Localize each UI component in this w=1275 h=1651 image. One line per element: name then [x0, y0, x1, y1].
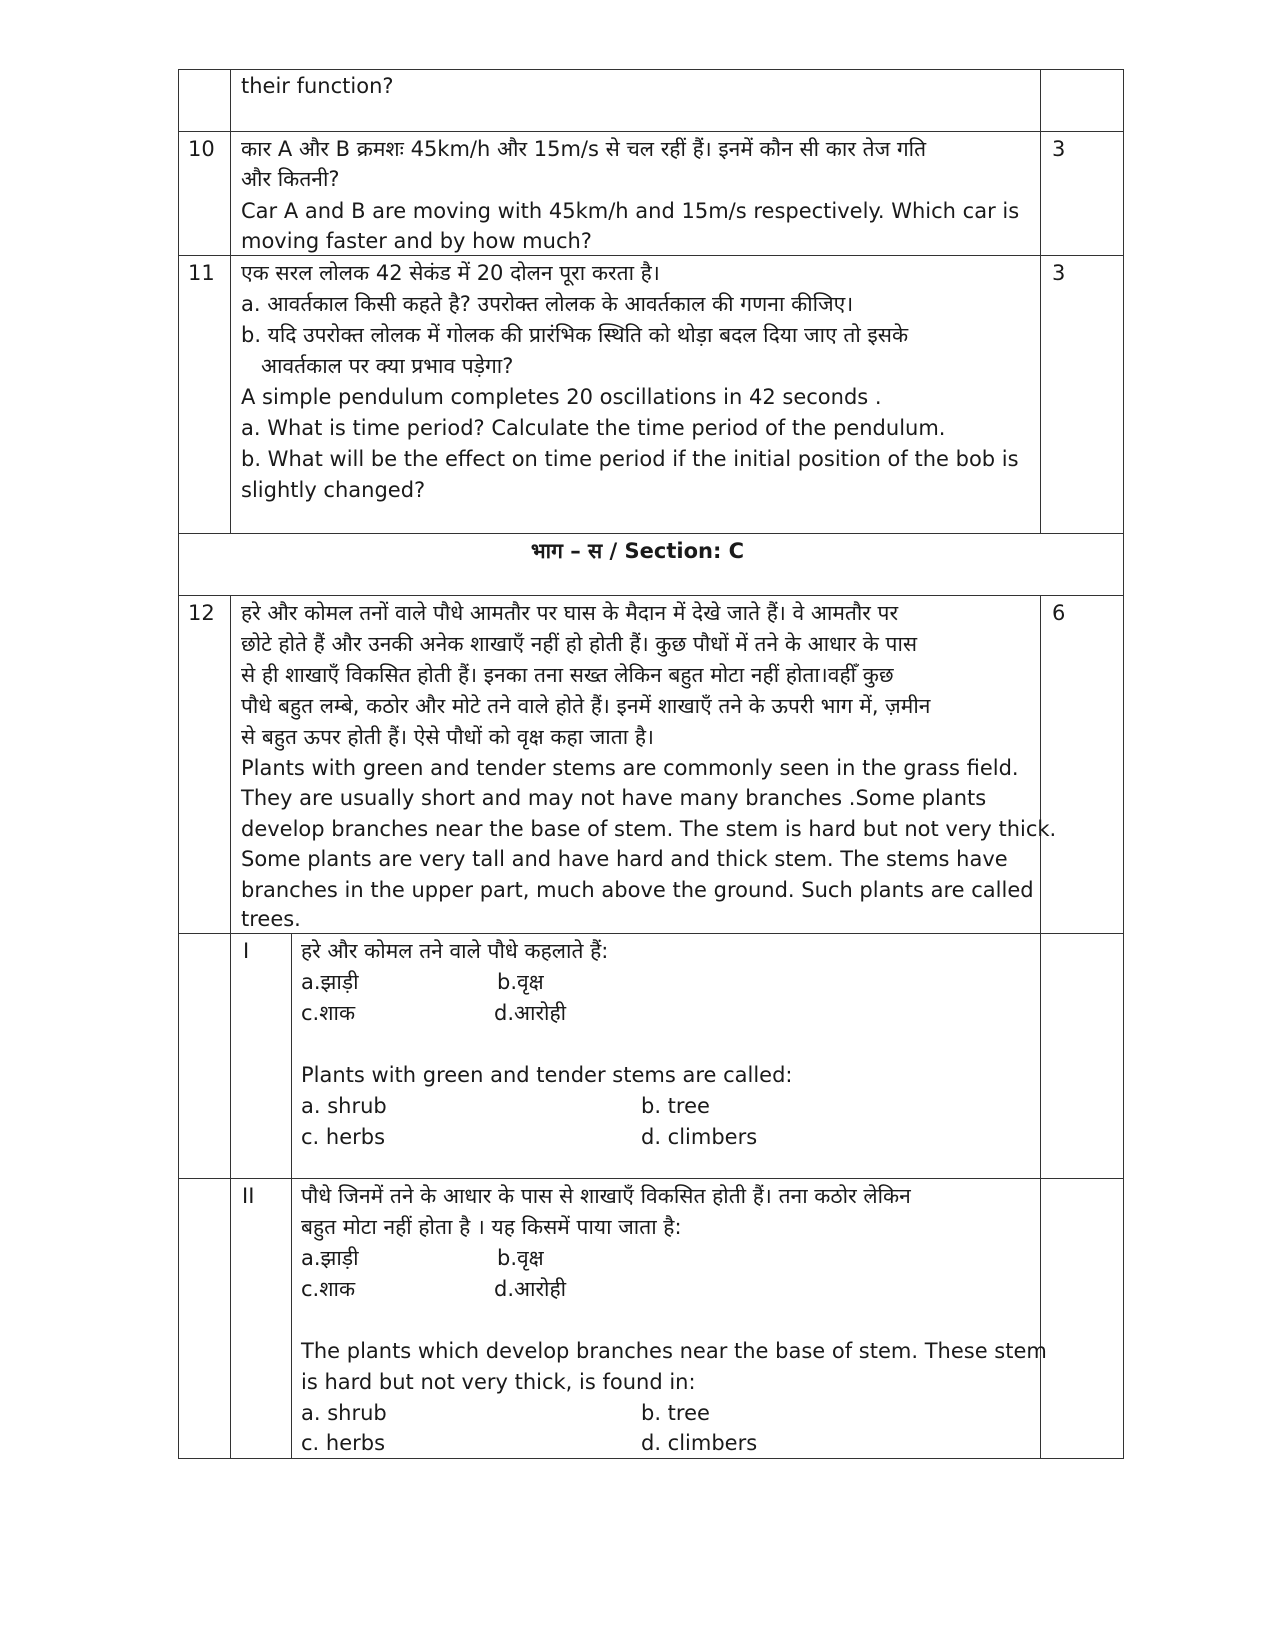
question-11-number: 11: [188, 261, 215, 285]
subquestion-1-hindi-option-d: d.आरोही: [494, 1001, 567, 1025]
subquestion-2-english-question-line1: The plants which develop branches near the base of stem. These stem: [301, 1339, 1047, 1363]
question-12-english-line6: trees.: [241, 907, 301, 931]
table-border-bottom: [178, 1458, 1124, 1459]
subquestion-1-number: I: [243, 939, 250, 963]
question-12-english-line4: Some plants are very tall and have hard and thick stem. The stems have: [241, 847, 1008, 871]
table-border-col1-lower: [230, 595, 231, 1459]
question-11-hindi-line3: b. यदि उपरोक्त लोलक में गोलक की प्रारंभिक स्थिति को थोड़ा बदल दिया जाए तो इसके: [241, 323, 909, 347]
question-11-english-line3: b. What will be the effect on time period if the initial position of the bob is: [241, 447, 1019, 471]
subquestion-2-number: II: [242, 1184, 255, 1208]
question-12-marks: 6: [1052, 601, 1066, 625]
table-border-left: [178, 69, 179, 1459]
question-11-english-line2: a. What is time period? Calculate the time period of the pendulum.: [241, 416, 946, 440]
question-12-english-line1: Plants with green and tender stems are commonly seen in the grass field.: [241, 756, 1019, 780]
question-12-hindi-line3: से ही शाखाएँ विकसित होती हैं। इनका तना सख्त लेकिन बहुत मोटा नहीं होता।वहीँ कुछ: [241, 663, 894, 687]
question-10-english-line1: Car A and B are moving with 45km/h and 15m/s respectively. Which car is: [241, 199, 1020, 223]
subquestion-2-hindi-question-line2: बहुत मोटा नहीं होता है । यह किसमें पाया जाता है:: [301, 1215, 682, 1239]
question-11-marks: 3: [1052, 261, 1066, 285]
subquestion-1-english-option-c: c. herbs: [301, 1125, 386, 1149]
table-border-section-top: [178, 533, 1124, 534]
subquestion-2-english-option-a: a. shrub: [301, 1401, 387, 1425]
table-border-section-bottom: [178, 595, 1124, 596]
subquestion-2-english-option-c: c. herbs: [301, 1431, 386, 1455]
question-10-marks: 3: [1052, 137, 1066, 161]
question-12-hindi-line1: हरे और कोमल तनों वाले पौधे आमतौर पर घास के मैदान में देखे जाते हैं। वे आमतौर पर: [241, 601, 899, 625]
question-11-english-line4: slightly changed?: [241, 478, 426, 502]
question-10-hindi-line1: कार A और B क्रमशः 45km/h और 15m/s से चल रहीं हैं। इनमें कौन सी कार तेज गति: [241, 137, 927, 161]
table-border-right: [1123, 69, 1124, 1459]
subquestion-1-hindi-option-a: a.झाड़ी: [301, 970, 359, 994]
question-12-english-line2: They are usually short and may not have many branches .Some plants: [241, 786, 987, 810]
table-border-marks: [1040, 69, 1041, 533]
question-9-tail: their function?: [241, 74, 394, 98]
question-11-hindi-line4: आवर्तकाल पर क्या प्रभाव पड़ेगा?: [261, 354, 514, 378]
question-12-number: 12: [188, 601, 215, 625]
question-11-hindi-line2: a. आवर्तकाल किसी कहते है? उपरोक्त लोलक के आवर्तकाल की गणना कीजिए।: [241, 292, 854, 316]
question-10-hindi-line2: और कितनी?: [241, 167, 340, 191]
question-11-hindi-line1: एक सरल लोलक 42 सेकंड में 20 दोलन पूरा करता है।: [241, 261, 660, 285]
subquestion-1-english-option-a: a. shrub: [301, 1094, 387, 1118]
subquestion-2-english-question-line2: is hard but not very thick, is found in:: [301, 1370, 696, 1394]
table-border-sub2: [178, 1178, 1124, 1179]
subquestion-2-english-option-d: d. climbers: [641, 1431, 758, 1455]
table-border-sub1: [178, 933, 1124, 934]
table-border-marks-lower: [1040, 595, 1041, 1459]
question-10-english-line2: moving faster and by how much?: [241, 229, 592, 253]
question-11-english-line1: A simple pendulum completes 20 oscillations in 42 seconds .: [241, 385, 882, 409]
subquestion-1-english-question: Plants with green and tender stems are called:: [301, 1063, 793, 1087]
subquestion-2-hindi-option-a: a.झाड़ी: [301, 1246, 359, 1270]
subquestion-2-hindi-option-b: b.वृक्ष: [497, 1246, 544, 1270]
question-12-hindi-line5: से बहुत ऊपर होती हैं। ऐसे पौधों को वृक्ष कहा जाता है।: [241, 725, 654, 749]
question-12-english-line5: branches in the upper part, much above the ground. Such plants are called: [241, 878, 1034, 902]
subquestion-2-hindi-option-c: c.शाक: [301, 1277, 356, 1301]
subquestion-1-hindi-option-c: c.शाक: [301, 1001, 356, 1025]
subquestion-1-hindi-option-b: b.वृक्ष: [497, 970, 544, 994]
question-10-number: 10: [188, 137, 215, 161]
question-12-hindi-line4: पौधे बहुत लम्बे, कठोर और मोटे तने वाले होते हैं। इनमें शाखाएँ तने के ऊपरी भाग में, ज़मीन: [241, 694, 931, 718]
table-border-col1: [230, 69, 231, 533]
subquestion-1-english-option-b: b. tree: [641, 1094, 710, 1118]
table-border-row10: [178, 131, 1124, 132]
table-border-subnum: [291, 933, 292, 1459]
section-heading: भाग – स / Section: C: [530, 539, 745, 563]
question-12-hindi-line2: छोटे होते हैं और उनकी अनेक शाखाएँ नहीं हो होती हैं। कुछ पौधों में तने के आधार के पास: [241, 632, 918, 656]
subquestion-2-hindi-question-line1: पौधे जिनमें तने के आधार के पास से शाखाएँ विकसित होती हैं। तना कठोर लेकिन: [301, 1184, 911, 1208]
table-border-top: [178, 69, 1124, 70]
subquestion-1-hindi-question: हरे और कोमल तने वाले पौधे कहलाते हैं:: [301, 939, 609, 963]
question-12-english-line3: develop branches near the base of stem. The stem is hard but not very thick.: [241, 817, 1057, 841]
subquestion-1-english-option-d: d. climbers: [641, 1125, 758, 1149]
subquestion-2-english-option-b: b. tree: [641, 1401, 710, 1425]
subquestion-2-hindi-option-d: d.आरोही: [494, 1277, 567, 1301]
